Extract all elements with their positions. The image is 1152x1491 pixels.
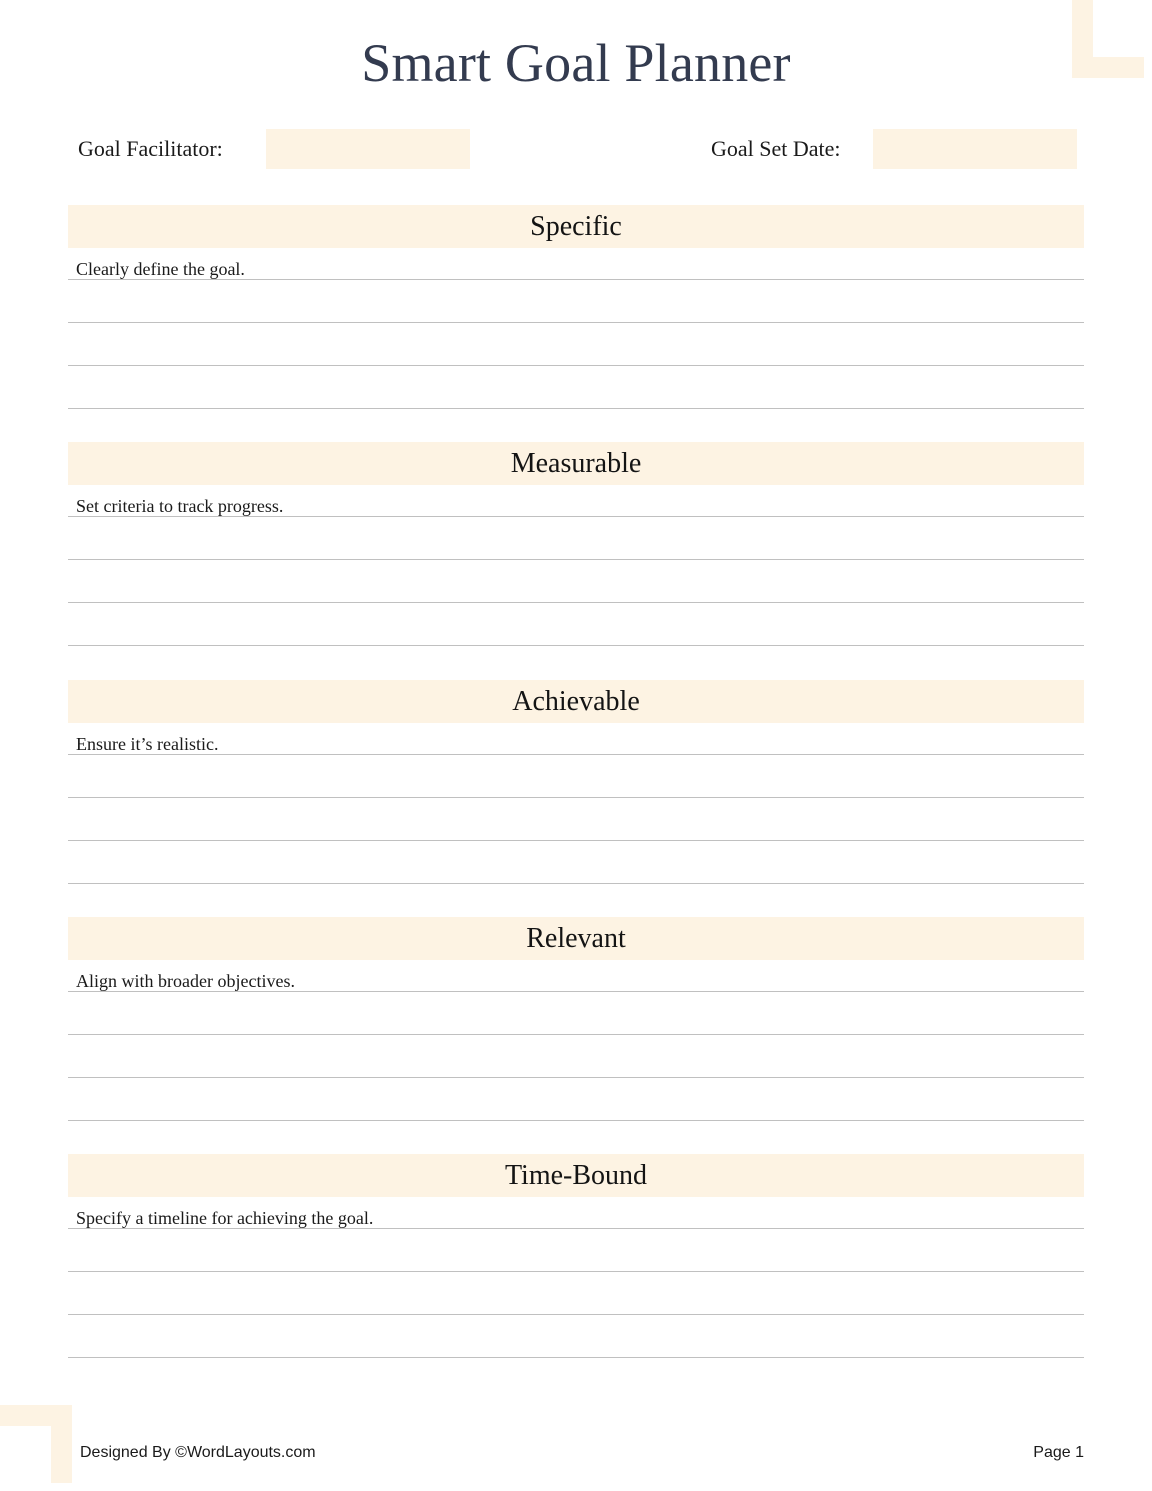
section-achievable: [68, 680, 1084, 884]
writing-lines: [68, 275, 1084, 409]
goal-facilitator-label: Goal Facilitator:: [78, 136, 223, 161]
writing-lines: [68, 987, 1084, 1121]
writing-line[interactable]: [68, 755, 1084, 798]
section-hint: Align with broader objectives.: [76, 971, 295, 991]
writing-lines: [68, 1224, 1084, 1358]
writing-line[interactable]: [68, 603, 1084, 646]
writing-line[interactable]: [68, 323, 1084, 366]
writing-line[interactable]: [68, 1078, 1084, 1121]
writing-line[interactable]: [68, 1315, 1084, 1358]
section-header: [68, 680, 1084, 723]
section-specific: [68, 205, 1084, 409]
section-header: [68, 442, 1084, 485]
section-hint: Ensure it’s realistic.: [76, 734, 219, 754]
goal-set-date-input[interactable]: [873, 129, 1077, 169]
page-title: Smart Goal Planner: [361, 33, 791, 93]
writing-line[interactable]: [68, 841, 1084, 884]
section-measurable: [68, 442, 1084, 646]
section-title: Specific: [530, 210, 622, 242]
section-title: Time-Bound: [504, 1159, 648, 1191]
goal-facilitator-input[interactable]: [266, 129, 470, 169]
writing-lines: [68, 512, 1084, 646]
meta-row: [68, 129, 1084, 169]
section-title: Achievable: [512, 685, 640, 717]
writing-line[interactable]: [68, 1035, 1084, 1078]
section-header: [68, 205, 1084, 248]
section-header: [68, 917, 1084, 960]
writing-line[interactable]: [68, 366, 1084, 409]
page-footer: [80, 1442, 1084, 1464]
section-title: Measurable: [510, 447, 642, 479]
page-number: Page 1: [1033, 1444, 1084, 1461]
section-hint: Clearly define the goal.: [76, 259, 245, 279]
section-hint: Set criteria to track progress.: [76, 496, 284, 516]
writing-lines: [68, 750, 1084, 884]
writing-line[interactable]: [68, 992, 1084, 1035]
designer-credit: Designed By ©WordLayouts.com: [80, 1444, 316, 1461]
writing-line[interactable]: [68, 1272, 1084, 1315]
writing-line[interactable]: [68, 798, 1084, 841]
section-time-bound: [68, 1154, 1084, 1358]
writing-line[interactable]: [68, 517, 1084, 560]
writing-line[interactable]: [68, 560, 1084, 603]
section-relevant: [68, 917, 1084, 1121]
corner-bar-horizontal: [0, 1405, 72, 1426]
section-title: Relevant: [526, 922, 626, 954]
goal-set-date-label: Goal Set Date:: [711, 136, 841, 161]
section-hint: Specify a timeline for achieving the goal.: [76, 1208, 374, 1228]
writing-line[interactable]: [68, 1229, 1084, 1272]
goal-facilitator-field-group: [78, 129, 470, 169]
section-header: [68, 1154, 1084, 1197]
goal-set-date-field-group: [711, 129, 1077, 169]
corner-decoration-bottom-left: [0, 1405, 72, 1483]
writing-line[interactable]: [68, 280, 1084, 323]
